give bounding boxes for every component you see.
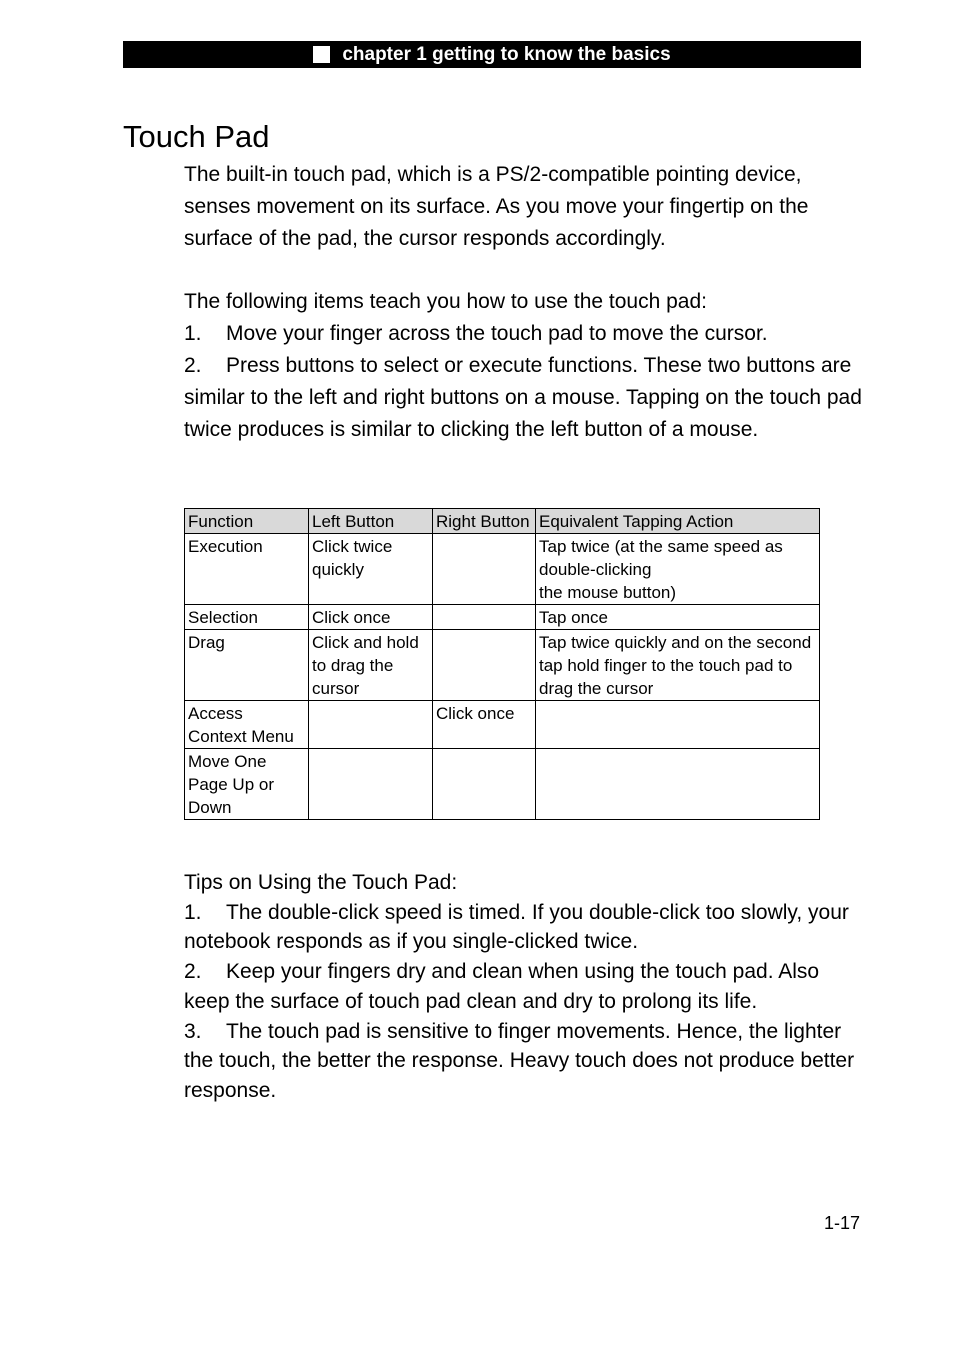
table-row [185, 605, 820, 630]
table-cell: Drag [185, 630, 309, 701]
list-text: Press buttons to select or execute functions. These two buttons are similar to the left and right buttons on a mouse. Tapping on the touch pad twice produces is similar to clicking the left button of a mouse. [184, 354, 862, 441]
square-bullet-icon [313, 46, 330, 63]
table-cell [433, 749, 536, 820]
table-cell [433, 630, 536, 701]
header-cell: Right Button [433, 509, 536, 534]
table-cell: Click twice quickly [309, 534, 433, 605]
tips-section [184, 868, 864, 1106]
table-cell [433, 605, 536, 630]
table-cell: Tap once [536, 605, 820, 630]
list-text: Keep your fingers dry and clean when using the touch pad. Also keep the surface of touch pad clean and dry to prolong its life. [184, 960, 820, 1013]
table-cell: Execution [185, 534, 309, 605]
table-cell: Click once [433, 701, 536, 749]
list-text: Move your finger across the touch pad to move the cursor. [226, 322, 768, 345]
table-cell: Tap twice quickly and on the second tap hold finger to the touch pad to drag the cursor [536, 630, 820, 701]
table-cell: Tap twice (at the same speed as double-clicking the mouse button) [536, 534, 820, 605]
table-cell [309, 701, 433, 749]
table-cell [536, 749, 820, 820]
table-cell [309, 749, 433, 820]
page-title: Touch Pad [123, 119, 270, 154]
list-text: The double-click speed is timed. If you double-click too slowly, your notebook responds as if you single-clicked twice. [184, 900, 849, 954]
list-number: 2. [184, 960, 202, 984]
list-number: 1. [184, 900, 202, 924]
tips-heading: Tips on Using the Touch Pad: [184, 871, 458, 894]
chapter-header [123, 41, 861, 68]
table-row [185, 630, 820, 701]
table-cell: Click once [309, 605, 433, 630]
list-item [184, 957, 864, 1016]
table-cell: Click and hold to drag the cursor [309, 630, 433, 701]
table-cell: Access Context Menu [185, 701, 309, 749]
page-number: 1-17 [824, 1213, 861, 1233]
table-cell: Move One Page Up or Down [185, 749, 309, 820]
touchpad-function-table [184, 508, 820, 820]
intro-section [184, 159, 864, 446]
list-item [184, 1017, 864, 1106]
table-cell [536, 701, 820, 749]
chapter-title: chapter 1 getting to know the basics [342, 43, 671, 65]
header-cell: Equivalent Tapping Action [536, 509, 820, 534]
table-header-row [185, 509, 820, 534]
intro-paragraph: The built-in touch pad, which is a PS/2-compatible pointing device, senses movement on its surface. As you move your fingertip on the surface of the pad, the cursor responds accordingly. [184, 163, 809, 250]
table-row [185, 534, 820, 605]
list-number: 2. [184, 354, 202, 377]
list-item [184, 318, 864, 350]
list-item [184, 898, 864, 957]
list-number: 1. [184, 322, 202, 345]
list-number: 3. [184, 1019, 202, 1043]
list-item [184, 350, 864, 446]
header-cell: Function [185, 509, 309, 534]
intro-lead: The following items teach you how to use the touch pad: [184, 290, 707, 313]
table-cell [433, 534, 536, 605]
list-text: The touch pad is sensitive to finger movements. Hence, the lighter the touch, the better the response. Heavy touch does not produce better response. [184, 1019, 855, 1102]
table-row [185, 701, 820, 749]
table-row [185, 749, 820, 820]
table-cell: Selection [185, 605, 309, 630]
header-cell: Left Button [309, 509, 433, 534]
